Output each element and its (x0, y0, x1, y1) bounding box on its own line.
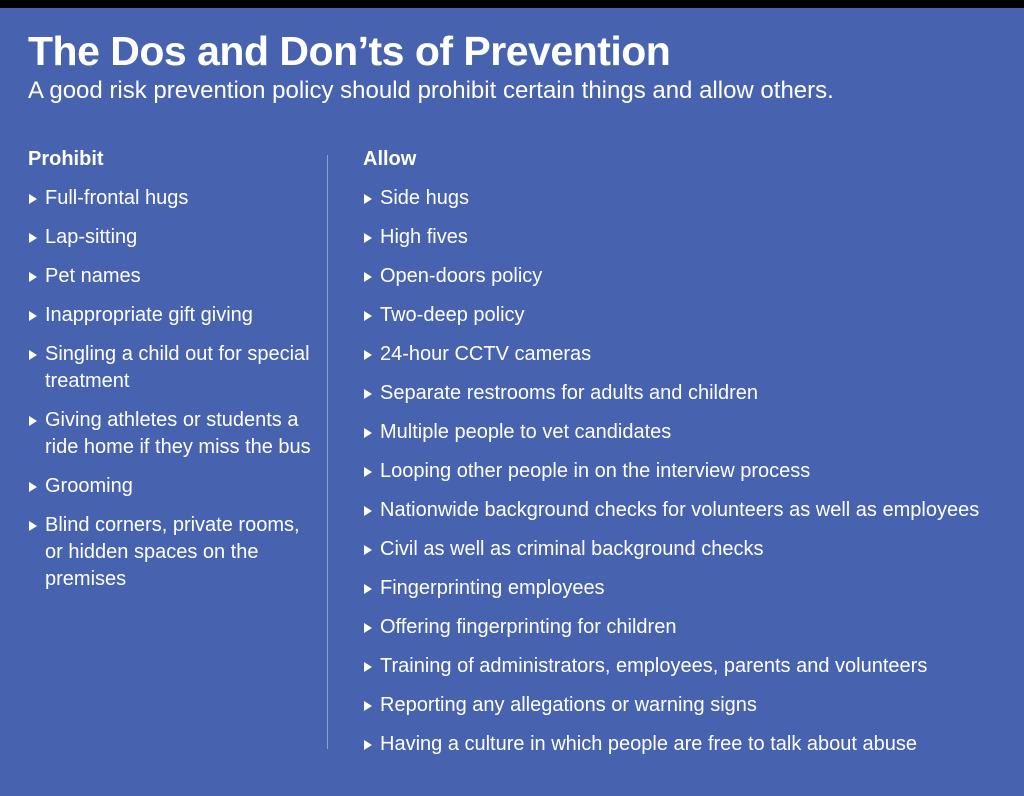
triangle-right-icon (364, 272, 372, 282)
prohibit-item-text: Grooming (45, 475, 133, 497)
triangle-right-icon (364, 662, 372, 672)
triangle-right-icon (364, 740, 372, 750)
triangle-right-icon (364, 233, 372, 243)
prohibit-item-text: Lap-sitting (45, 226, 138, 248)
allow-item-text: Fingerprinting employees (380, 577, 605, 599)
allow-column (363, 146, 1018, 770)
allow-item-text: High fives (380, 226, 468, 248)
prohibit-heading: Prohibit (28, 148, 104, 170)
allow-item-text: Nationwide background checks for volunteers as well as employees (380, 499, 980, 521)
prohibit-item-text: Pet names (45, 265, 141, 287)
triangle-right-icon (29, 311, 37, 321)
prohibit-item-text: Giving athletes or students a ride home if they miss the bus (45, 409, 311, 458)
allow-item (363, 419, 1018, 446)
allow-item (363, 653, 1018, 680)
allow-item (363, 497, 1018, 524)
allow-item-text: Multiple people to vet candidates (380, 421, 672, 443)
allow-item-text: Offering fingerprinting for children (380, 616, 677, 638)
triangle-right-icon (364, 506, 372, 516)
top-bar (0, 0, 1024, 8)
prohibit-item (28, 512, 313, 593)
prohibit-item (28, 185, 313, 212)
column-divider (327, 155, 328, 749)
allow-item-text: Civil as well as criminal background checks (380, 538, 764, 560)
triangle-right-icon (364, 545, 372, 555)
allow-item (363, 536, 1018, 563)
prohibit-column (28, 146, 313, 605)
triangle-right-icon (364, 467, 372, 477)
allow-item-text: Separate restrooms for adults and children (380, 382, 758, 404)
allow-item (363, 380, 1018, 407)
prohibit-item-text: Singling a child out for special treatment (45, 343, 310, 392)
allow-item-text: Having a culture in which people are free to talk about abuse (380, 733, 918, 755)
prohibit-item-text: Full-frontal hugs (45, 187, 189, 209)
allow-heading: Allow (363, 148, 417, 170)
allow-item (363, 263, 1018, 290)
allow-item-text: Side hugs (380, 187, 469, 209)
prohibit-item (28, 263, 313, 290)
prohibit-item (28, 341, 313, 395)
triangle-right-icon (364, 623, 372, 633)
prohibit-item-text: Inappropriate gift giving (45, 304, 253, 326)
allow-item (363, 302, 1018, 329)
prohibit-item-text: Blind corners, private rooms, or hidden spaces on the premises (45, 514, 300, 590)
page-subtitle: A good risk prevention policy should prohibit certain things and allow others. (28, 77, 834, 104)
allow-item-text: Looping other people in on the interview process (380, 460, 811, 482)
prohibit-item (28, 302, 313, 329)
allow-item-text: Reporting any allegations or warning signs (380, 694, 757, 716)
allow-item-text: Two-deep policy (380, 304, 525, 326)
triangle-right-icon (364, 389, 372, 399)
triangle-right-icon (364, 584, 372, 594)
allow-item (363, 692, 1018, 719)
triangle-right-icon (29, 272, 37, 282)
prohibit-item (28, 473, 313, 500)
triangle-right-icon (29, 482, 37, 492)
allow-item-text: Open-doors policy (380, 265, 543, 287)
allow-item (363, 731, 1018, 758)
allow-list (363, 185, 1018, 758)
triangle-right-icon (29, 233, 37, 243)
allow-item-text: Training of administrators, employees, parents and volunteers (380, 655, 928, 677)
allow-item (363, 458, 1018, 485)
allow-item-text: 24-hour CCTV cameras (380, 343, 592, 365)
allow-item (363, 575, 1018, 602)
allow-item (363, 341, 1018, 368)
triangle-right-icon (364, 701, 372, 711)
triangle-right-icon (364, 311, 372, 321)
allow-item (363, 614, 1018, 641)
triangle-right-icon (29, 416, 37, 426)
triangle-right-icon (364, 428, 372, 438)
allow-item (363, 224, 1018, 251)
triangle-right-icon (364, 194, 372, 204)
triangle-right-icon (364, 350, 372, 360)
triangle-right-icon (29, 521, 37, 531)
prohibit-list (28, 185, 313, 593)
triangle-right-icon (29, 350, 37, 360)
prohibit-item (28, 224, 313, 251)
prohibit-item (28, 407, 313, 461)
page-title: The Dos and Don’ts of Prevention (28, 28, 671, 74)
allow-item (363, 185, 1018, 212)
triangle-right-icon (29, 194, 37, 204)
